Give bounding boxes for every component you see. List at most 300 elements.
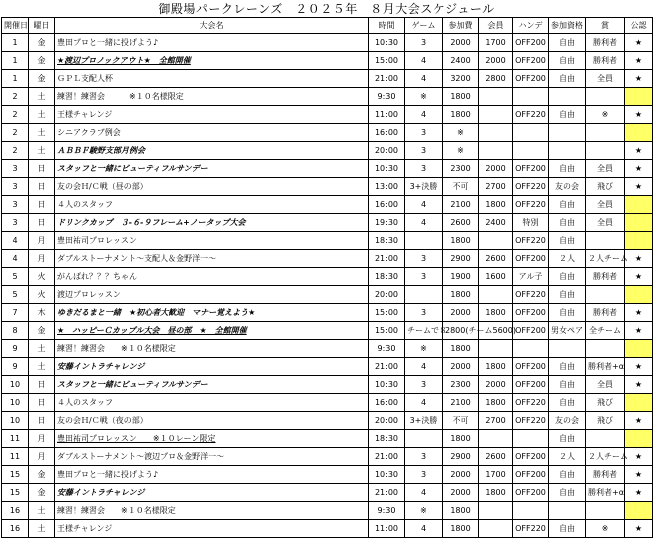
sanctioned-cell: ★ [625,358,653,376]
games-cell: 3 [405,124,443,142]
day-cell: 11 [2,430,29,448]
games-cell: 3 [405,250,443,268]
weekday-cell: 金 [29,466,55,484]
fee-cell: 2000 [443,34,479,52]
table-row [2,448,653,466]
page-title: 御殿場パークレーンズ ２０２５年 ８月大会スケジュール [158,2,495,16]
handicap-cell [513,124,549,142]
games-cell: 4 [405,214,443,232]
weekday-cell: 土 [29,106,55,124]
prize-cell: 飛び [586,394,625,412]
sanctioned-cell: ★ [625,268,653,286]
member-fee-cell: 1800 [479,484,513,502]
weekday-cell: 日 [29,376,55,394]
time-cell: 18:30 [369,430,405,448]
prize-cell: 飛び [586,412,625,430]
event-name-cell: ４人のスタッフ [55,196,369,214]
day-cell: 2 [2,142,29,160]
handicap-cell: OFF220 [513,232,549,250]
table-row [2,52,653,70]
sanctioned-cell [625,286,653,304]
event-name-cell: ダブルストーナメント～支配人＆金野洋一～ [55,250,369,268]
eligibility-cell: 自由 [549,358,586,376]
handicap-cell: OFF200 [513,322,549,340]
handicap-cell: OFF200 [513,484,549,502]
header-row [2,18,653,34]
games-cell: ※ [405,340,443,358]
event-name-cell: 豊田プロと一緒に投げよう♪ [55,466,369,484]
eligibility-cell: 自由 [549,394,586,412]
event-name-cell: 練習！練習会 ※１０名様限定 [55,88,369,106]
table-row [2,502,653,520]
handicap-cell: OFF220 [513,412,549,430]
games-cell: 4 [405,358,443,376]
table-row [2,340,653,358]
day-cell: 16 [2,502,29,520]
prize-cell: 全員 [586,160,625,178]
eligibility-cell: 自由 [549,286,586,304]
event-name-cell: 渡辺プロレッスン [55,286,369,304]
day-cell: 4 [2,250,29,268]
sanctioned-cell: ★ [625,520,653,538]
eligibility-cell: 自由 [549,106,586,124]
header-sanctioned: 公認 [625,18,653,34]
games-cell: 3 [405,268,443,286]
fee-cell: 1800 [443,520,479,538]
games-cell [405,430,443,448]
event-name-cell: 安藤イントラチャレンジ [55,358,369,376]
time-cell: 15:00 [369,52,405,70]
handicap-cell: OFF220 [513,178,549,196]
table-row [2,70,653,88]
member-fee-cell [479,124,513,142]
time-cell: 9:30 [369,502,405,520]
handicap-cell: OFF220 [513,196,549,214]
time-cell: 10:30 [369,376,405,394]
games-cell: 3 [405,304,443,322]
prize-cell [586,286,625,304]
games-cell [405,232,443,250]
eligibility-cell: 友の会 [549,178,586,196]
fee-cell: 2000 [443,466,479,484]
time-cell: 18:30 [369,232,405,250]
prize-cell [586,232,625,250]
table-row [2,214,653,232]
event-name-cell: 豊田プロと一緒に投げよう♪ [55,34,369,52]
day-cell: 15 [2,466,29,484]
sanctioned-cell: ★ [625,304,653,322]
header-games: ゲーム [405,18,443,34]
member-fee-cell [479,520,513,538]
games-cell: 3+決勝 [405,178,443,196]
weekday-cell: 日 [29,214,55,232]
member-fee-cell: 2600 [479,448,513,466]
day-cell: 3 [2,178,29,196]
weekday-cell: 金 [29,70,55,88]
handicap-cell: OFF200 [513,250,549,268]
table-row [2,232,653,250]
eligibility-cell: 自由 [549,484,586,502]
games-cell: 4 [405,106,443,124]
fee-cell: 1800 [443,88,479,106]
eligibility-cell: ２人 [549,448,586,466]
games-cell: 4 [405,70,443,88]
handicap-cell: OFF200 [513,304,549,322]
day-cell: 5 [2,286,29,304]
sanctioned-cell: ★ [625,106,653,124]
member-fee-cell [479,88,513,106]
event-name-cell: 友の会Ｈ/Ｃ戦（夜の部） [55,412,369,430]
member-fee-cell: 2800 [479,70,513,88]
games-cell: チームで８ [405,322,443,340]
header-event-name: 大会名 [55,18,369,34]
table-row [2,394,653,412]
sanctioned-cell: ★ [625,250,653,268]
event-name-cell: 安藤イントラチャレンジ [55,484,369,502]
weekday-cell: 月 [29,250,55,268]
games-cell: 4 [405,484,443,502]
time-cell: 16:00 [369,196,405,214]
header-fee: 参加費 [443,18,479,34]
event-name-cell: ドリンクカップ ３-６-９フレーム+ノータップ大会 [55,214,369,232]
prize-cell: 勝利者+α [586,358,625,376]
games-cell: ※ [405,502,443,520]
member-fee-cell: 2400 [479,214,513,232]
handicap-cell: OFF220 [513,286,549,304]
weekday-cell: 木 [29,304,55,322]
time-cell: 20:00 [369,286,405,304]
fee-cell: 1900 [443,268,479,286]
table-row [2,160,653,178]
event-name-cell: 練習！練習会 ※１０名様限定 [55,502,369,520]
table-row [2,178,653,196]
prize-cell: 全チーム [586,322,625,340]
fee-cell: 1800 [443,502,479,520]
sanctioned-cell [625,430,653,448]
prize-cell [586,142,625,160]
day-cell: 9 [2,358,29,376]
eligibility-cell: 自由 [549,160,586,178]
member-fee-cell: 2000 [479,160,513,178]
table-row [2,376,653,394]
games-cell: 3 [405,466,443,484]
member-fee-cell [479,286,513,304]
eligibility-cell [549,124,586,142]
time-cell: 9:30 [369,88,405,106]
sanctioned-cell: ★ [625,322,653,340]
eligibility-cell: 自由 [549,52,586,70]
table-row [2,304,653,322]
day-cell: 11 [2,448,29,466]
fee-cell: 1800 [443,430,479,448]
weekday-cell: 土 [29,88,55,106]
sanctioned-cell [625,394,653,412]
handicap-cell: OFF220 [513,394,549,412]
fee-cell: 2900 [443,448,479,466]
time-cell: 21:00 [369,70,405,88]
prize-cell: 勝利者 [586,304,625,322]
table-row [2,286,653,304]
weekday-cell: 土 [29,124,55,142]
eligibility-cell: 自由 [549,376,586,394]
sanctioned-cell: ★ [625,448,653,466]
fee-cell: 2800(チーム5600) [443,322,479,340]
fee-cell: 3200 [443,70,479,88]
day-cell: 10 [2,412,29,430]
fee-cell: 2300 [443,376,479,394]
time-cell: 13:00 [369,178,405,196]
event-name-cell: ★渡辺プロノックアウト★ 全館開催 [55,52,369,70]
sanctioned-cell: ★ [625,178,653,196]
day-cell: 8 [2,322,29,340]
event-name-cell: シニアクラブ例会 [55,124,369,142]
day-cell: 3 [2,160,29,178]
weekday-cell: 火 [29,268,55,286]
sanctioned-cell [625,340,653,358]
table-row [2,412,653,430]
table-row [2,124,653,142]
time-cell: 20:00 [369,412,405,430]
weekday-cell: 月 [29,448,55,466]
time-cell: 10:30 [369,160,405,178]
sanctioned-cell [625,88,653,106]
day-cell: 1 [2,52,29,70]
event-name-cell: 練習！練習会 ※１０名様限定 [55,340,369,358]
eligibility-cell: ２人 [549,250,586,268]
member-fee-cell: 2700 [479,412,513,430]
header-eligibility: 参加資格 [549,18,586,34]
event-name-cell: 王様チャレンジ [55,520,369,538]
weekday-cell: 日 [29,160,55,178]
time-cell: 10:30 [369,34,405,52]
time-cell: 21:00 [369,448,405,466]
eligibility-cell: 自由 [549,70,586,88]
handicap-cell: OFF200 [513,448,549,466]
time-cell: 10:30 [369,466,405,484]
prize-cell [586,430,625,448]
table-row [2,466,653,484]
event-name-cell: 豊田祐司プロレッスン [55,232,369,250]
prize-cell: 全員 [586,376,625,394]
weekday-cell: 土 [29,520,55,538]
fee-cell: 2300 [443,160,479,178]
header-handicap: ハンデ [513,18,549,34]
event-name-cell: ４人のスタッフ [55,394,369,412]
prize-cell: 勝利者 [586,34,625,52]
games-cell: 4 [405,520,443,538]
weekday-cell: 日 [29,196,55,214]
member-fee-cell: 2000 [479,52,513,70]
handicap-cell: OFF200 [513,70,549,88]
event-name-cell: スタッフと一緒にビューティフルサンデー [55,376,369,394]
event-name-cell: ダブルストーナメント～渡辺プロ＆金野洋一～ [55,448,369,466]
sanctioned-cell [625,502,653,520]
weekday-cell: 日 [29,178,55,196]
table-row [2,268,653,286]
prize-cell: 全員 [586,196,625,214]
weekday-cell: 金 [29,34,55,52]
day-cell: 10 [2,394,29,412]
day-cell: 15 [2,484,29,502]
fee-cell: 不可 [443,178,479,196]
eligibility-cell [549,502,586,520]
games-cell: 3 [405,34,443,52]
event-name-cell: ＡＢＢＦ駿野支部月例会 [55,142,369,160]
day-cell: 1 [2,34,29,52]
member-fee-cell: 1800 [479,304,513,322]
eligibility-cell: 自由 [549,34,586,52]
eligibility-cell [549,88,586,106]
prize-cell [586,502,625,520]
member-fee-cell [479,106,513,124]
table-row [2,322,653,340]
day-cell: 9 [2,340,29,358]
sanctioned-cell [625,124,653,142]
sanctioned-cell: ★ [625,160,653,178]
games-cell: 3+決勝 [405,412,443,430]
prize-cell: ※ [586,106,625,124]
event-name-cell: がんばれ？？？ちゃん [55,268,369,286]
member-fee-cell [479,430,513,448]
weekday-cell: 日 [29,412,55,430]
time-cell: 11:00 [369,106,405,124]
event-name-cell: ★ ハッピーＣカップル大会 昼の部 ★ 全館開催 [55,322,369,340]
member-fee-cell: 1600 [479,268,513,286]
sanctioned-cell: ★ [625,466,653,484]
prize-cell: 飛び [586,178,625,196]
fee-cell: 2400 [443,52,479,70]
weekday-cell: 金 [29,322,55,340]
fee-cell: 2000 [443,304,479,322]
prize-cell: ２人チーム [586,250,625,268]
games-cell: 3 [405,142,443,160]
day-cell: 3 [2,214,29,232]
eligibility-cell [549,142,586,160]
member-fee-cell: 1800 [479,358,513,376]
time-cell: 18:30 [369,268,405,286]
handicap-cell: OFF220 [513,520,549,538]
sanctioned-cell [625,214,653,232]
eligibility-cell: 自由 [549,430,586,448]
eligibility-cell: 自由 [549,196,586,214]
day-cell: 1 [2,70,29,88]
table-row [2,358,653,376]
handicap-cell [513,502,549,520]
sanctioned-cell: ★ [625,142,653,160]
sanctioned-cell: ★ [625,412,653,430]
day-cell: 2 [2,124,29,142]
time-cell: 19:30 [369,214,405,232]
handicap-cell: OFF200 [513,34,549,52]
time-cell: 15:00 [369,304,405,322]
weekday-cell: 金 [29,484,55,502]
eligibility-cell: 友の会 [549,412,586,430]
schedule-table [1,17,653,538]
day-cell: 3 [2,196,29,214]
handicap-cell: OFF220 [513,106,549,124]
day-cell: 5 [2,268,29,286]
handicap-cell: OFF200 [513,376,549,394]
games-cell: 4 [405,196,443,214]
fee-cell: 2000 [443,484,479,502]
table-row [2,106,653,124]
sanctioned-cell: ★ [625,70,653,88]
member-fee-cell [479,502,513,520]
header-day: 開催日 [2,18,29,34]
member-fee-cell [479,232,513,250]
time-cell: 21:00 [369,358,405,376]
member-fee-cell [479,142,513,160]
event-name-cell: ＧＰＬ支配人杯 [55,70,369,88]
day-cell: 2 [2,88,29,106]
fee-cell: 2900 [443,250,479,268]
header-time: 時間 [369,18,405,34]
sanctioned-cell: ★ [625,376,653,394]
fee-cell: ※ [443,124,479,142]
prize-cell: 勝利者 [586,268,625,286]
day-cell: 10 [2,376,29,394]
fee-cell: 1800 [443,232,479,250]
eligibility-cell: 男女ペア [549,322,586,340]
member-fee-cell: 1700 [479,466,513,484]
sanctioned-cell: ★ [625,484,653,502]
prize-cell: ２人チーム [586,448,625,466]
eligibility-cell: 自由 [549,268,586,286]
time-cell: 11:00 [369,520,405,538]
games-cell: ※ [405,88,443,106]
handicap-cell: OFF200 [513,466,549,484]
fee-cell: 2000 [443,358,479,376]
prize-cell [586,88,625,106]
weekday-cell: 月 [29,232,55,250]
table-row [2,520,653,538]
event-name-cell: 友の会Ｈ/Ｃ戦（昼の部） [55,178,369,196]
time-cell: 16:00 [369,394,405,412]
handicap-cell: OFF200 [513,160,549,178]
weekday-cell: 土 [29,358,55,376]
member-fee-cell: 1700 [479,34,513,52]
fee-cell: ※ [443,142,479,160]
weekday-cell: 土 [29,502,55,520]
event-name-cell: 豊田祐司プロレッスン ※１０レーン限定 [55,430,369,448]
handicap-cell [513,88,549,106]
table-row [2,34,653,52]
member-fee-cell: 2600 [479,250,513,268]
day-cell: 7 [2,304,29,322]
time-cell: 21:00 [369,484,405,502]
weekday-cell: 月 [29,430,55,448]
day-cell: 2 [2,106,29,124]
games-cell [405,286,443,304]
fee-cell: 2100 [443,196,479,214]
handicap-cell: OFF200 [513,358,549,376]
prize-cell: 全員 [586,70,625,88]
table-row [2,196,653,214]
weekday-cell: 土 [29,340,55,358]
weekday-cell: 日 [29,394,55,412]
handicap-cell [513,340,549,358]
games-cell: 3 [405,160,443,178]
handicap-cell [513,142,549,160]
handicap-cell: 特別 [513,214,549,232]
fee-cell: 1800 [443,286,479,304]
handicap-cell [513,430,549,448]
games-cell: 4 [405,394,443,412]
table-row [2,250,653,268]
prize-cell: ※ [586,520,625,538]
games-cell: 4 [405,52,443,70]
handicap-cell: OFF200 [513,52,549,70]
